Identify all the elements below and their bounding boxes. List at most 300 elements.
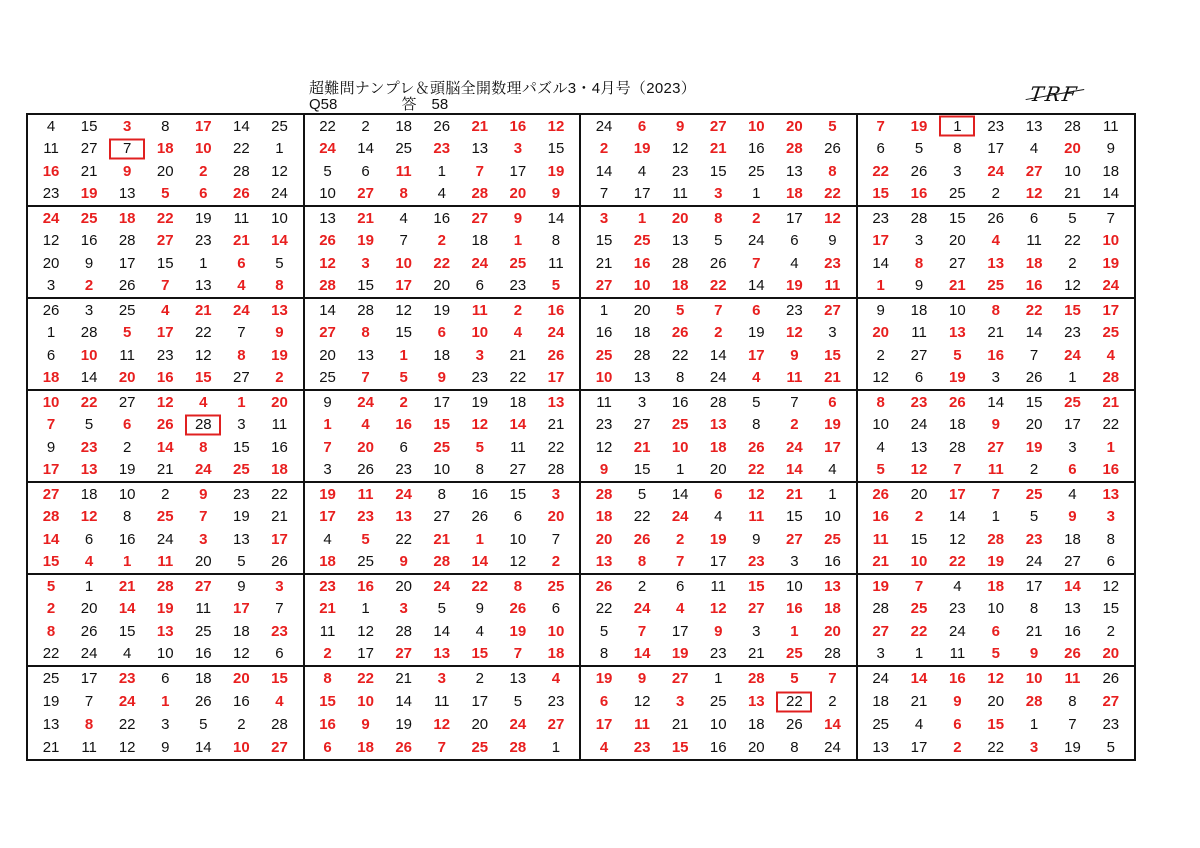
number-cell: 24 xyxy=(747,232,765,250)
number-cell: 14 xyxy=(433,622,451,640)
number-cell: 18 xyxy=(233,622,250,640)
number-cell: 15 xyxy=(357,277,374,295)
number-cell: 28 xyxy=(80,324,98,342)
number-cell: 6 xyxy=(1106,553,1115,571)
highlighted-number-cell: 21 xyxy=(194,301,212,319)
highlighted-number-cell: 4 xyxy=(84,553,94,571)
number-cell: 16 xyxy=(1064,622,1081,640)
number-cell: 2 xyxy=(1106,622,1115,640)
number-cell: 11 xyxy=(710,577,727,595)
highlighted-number-cell: 13 xyxy=(987,254,1005,272)
number-cell: 15 xyxy=(595,232,613,250)
number-cell: 28 xyxy=(824,645,841,663)
highlighted-number-cell: 20 xyxy=(509,185,527,203)
number-cell: 5 xyxy=(275,254,284,272)
number-cell: 14 xyxy=(547,209,565,227)
number-cell: 25 xyxy=(872,716,890,733)
highlighted-number-cell: 22 xyxy=(433,254,451,272)
number-cell: 2 xyxy=(876,346,885,364)
number-cell: 7 xyxy=(790,393,799,411)
highlighted-number-cell: 10 xyxy=(547,622,565,640)
grid-block xyxy=(581,299,858,391)
number-cell: 15 xyxy=(395,324,413,342)
highlighted-number-cell: 19 xyxy=(595,670,613,687)
grid-block xyxy=(858,115,1135,207)
highlighted-number-cell: 16 xyxy=(949,670,966,687)
highlighted-number-cell: 13 xyxy=(824,577,841,595)
number-cell: 26 xyxy=(118,277,136,295)
highlighted-number-cell: 28 xyxy=(1102,369,1120,387)
highlighted-number-cell: 26 xyxy=(671,324,689,342)
highlighted-number-cell: 3 xyxy=(361,254,370,272)
highlighted-number-cell: 15 xyxy=(747,577,765,595)
highlighted-number-cell: 24 xyxy=(509,716,527,733)
number-cell: 4 xyxy=(123,645,132,663)
number-cell: 23 xyxy=(595,416,613,434)
number-cell: 10 xyxy=(271,209,288,227)
highlighted-number-cell: 2 xyxy=(953,739,962,756)
number-cell: 27 xyxy=(509,461,527,479)
highlighted-number-cell: 23 xyxy=(271,622,288,640)
highlighted-number-cell: 22 xyxy=(747,461,765,479)
number-cell: 24 xyxy=(1025,553,1043,571)
highlighted-number-cell: 17 xyxy=(747,346,765,364)
highlighted-number-cell: 4 xyxy=(991,232,1000,250)
number-cell: 12 xyxy=(395,301,413,319)
number-cell: 15 xyxy=(786,508,803,526)
highlighted-number-cell: 5 xyxy=(46,577,56,595)
number-cell: 5 xyxy=(513,693,523,710)
highlighted-number-cell: 11 xyxy=(987,461,1004,479)
number-cell: 6 xyxy=(475,277,484,295)
number-cell: 11 xyxy=(43,140,59,158)
highlighted-number-cell: 6 xyxy=(714,485,723,503)
number-cell: 20 xyxy=(433,277,451,295)
number-cell: 23 xyxy=(395,461,413,479)
number-cell: 18 xyxy=(433,346,451,364)
number-cell: 21 xyxy=(271,508,288,526)
highlighted-number-cell: 4 xyxy=(199,393,208,411)
highlighted-number-cell: 22 xyxy=(949,553,966,571)
number-cell: 23 xyxy=(156,346,174,364)
number-cell: 15 xyxy=(910,530,928,548)
highlighted-number-cell: 26 xyxy=(395,739,413,756)
highlighted-number-cell: 19 xyxy=(547,162,565,180)
highlighted-number-cell: 10 xyxy=(1025,670,1043,687)
number-cell: 28 xyxy=(910,209,928,227)
number-cell: 11 xyxy=(672,185,688,203)
number-cell: 19 xyxy=(42,693,60,710)
highlighted-number-cell: 7 xyxy=(361,369,370,387)
highlighted-number-cell: 10 xyxy=(80,346,98,364)
number-cell: 2 xyxy=(123,438,132,456)
number-cell: 17 xyxy=(118,254,136,272)
number-cell: 18 xyxy=(1102,162,1120,180)
answer-label: 答 58 xyxy=(401,96,449,113)
number-cell: 1 xyxy=(275,140,284,158)
number-cell: 3 xyxy=(161,716,170,733)
grid-block xyxy=(305,299,582,391)
number-cell: 13 xyxy=(1025,117,1043,135)
number-cell: 3 xyxy=(752,622,761,640)
number-cell: 11 xyxy=(319,622,336,640)
highlighted-number-cell: 20 xyxy=(671,209,689,227)
number-cell: 16 xyxy=(433,209,451,227)
highlighted-number-cell: 24 xyxy=(357,393,374,411)
number-cell: 18 xyxy=(395,117,413,135)
number-cell: 4 xyxy=(876,438,885,456)
highlighted-number-cell: 20 xyxy=(824,622,841,640)
highlighted-number-cell: 8 xyxy=(275,277,284,295)
number-cell: 1 xyxy=(1068,369,1077,387)
puzzle-title: 超難問ナンプレ＆頭脳全開数理パズル3・4月号（2023） xyxy=(309,80,697,97)
highlighted-number-cell: 7 xyxy=(513,645,523,663)
number-cell: 10 xyxy=(824,508,841,526)
highlighted-number-cell: 3 xyxy=(1029,739,1039,756)
number-cell: 26 xyxy=(194,693,212,710)
number-cell: 20 xyxy=(633,301,651,319)
number-cell: 12 xyxy=(633,693,651,710)
number-cell: 8 xyxy=(599,645,609,663)
number-cell: 1 xyxy=(199,254,208,272)
number-cell: 10 xyxy=(949,301,966,319)
highlighted-number-cell: 3 xyxy=(714,185,723,203)
highlighted-number-cell: 5 xyxy=(953,346,962,364)
highlighted-number-cell: 24 xyxy=(319,140,336,158)
number-cell: 26 xyxy=(786,716,803,733)
number-cell: 1 xyxy=(752,185,761,203)
highlighted-number-cell: 17 xyxy=(949,485,966,503)
highlighted-number-cell: 5 xyxy=(876,461,885,479)
number-cell: 9 xyxy=(161,739,170,756)
highlighted-number-cell: 11 xyxy=(395,162,412,180)
highlighted-number-cell: 5 xyxy=(991,645,1000,663)
number-cell: 2 xyxy=(991,185,1000,203)
number-cell: 23 xyxy=(709,645,727,663)
highlighted-number-cell: 8 xyxy=(876,393,885,411)
highlighted-number-cell: 26 xyxy=(509,600,527,618)
number-cell: 20 xyxy=(395,577,413,595)
number-cell: 22 xyxy=(547,438,565,456)
highlighted-number-cell: 17 xyxy=(233,600,250,618)
number-cell: 16 xyxy=(194,645,212,663)
highlighted-number-cell: 27 xyxy=(357,185,374,203)
highlighted-number-cell: 7 xyxy=(914,577,924,595)
highlighted-number-cell: 7 xyxy=(676,553,685,571)
highlighted-number-cell: 22 xyxy=(156,209,174,227)
highlighted-number-cell: 6 xyxy=(953,716,962,733)
highlighted-number-cell: 27 xyxy=(987,438,1005,456)
highlighted-number-cell: 21 xyxy=(709,140,727,158)
number-cell: 4 xyxy=(1029,140,1039,158)
highlighted-number-cell: 9 xyxy=(637,670,647,687)
number-cell: 17 xyxy=(471,693,489,710)
number-cell: 14 xyxy=(80,369,98,387)
highlighted-number-cell: 2 xyxy=(914,508,924,526)
number-cell: 22 xyxy=(1064,232,1081,250)
highlighted-number-cell: 3 xyxy=(1106,508,1115,526)
number-cell: 22 xyxy=(595,600,613,618)
highlighted-number-cell: 11 xyxy=(157,553,174,571)
number-cell: 26 xyxy=(433,117,451,135)
number-cell: 15 xyxy=(156,254,174,272)
number-cell: 15 xyxy=(233,438,250,456)
highlighted-number-cell: 25 xyxy=(509,254,527,272)
highlighted-number-cell: 10 xyxy=(671,438,689,456)
highlighted-number-cell: 6 xyxy=(323,739,332,756)
grid-block xyxy=(28,299,305,391)
number-cell: 20 xyxy=(709,461,727,479)
number-cell: 1 xyxy=(46,324,56,342)
highlighted-number-cell: 15 xyxy=(433,416,451,434)
grid-block xyxy=(581,207,858,299)
highlighted-number-cell: 27 xyxy=(1025,162,1043,180)
number-cell: 10 xyxy=(872,416,890,434)
number-cell: 17 xyxy=(786,209,803,227)
highlighted-number-cell: 23 xyxy=(633,739,651,756)
number-cell: 4 xyxy=(1068,485,1077,503)
number-cell: 9 xyxy=(46,438,56,456)
highlighted-number-cell: 4 xyxy=(676,600,685,618)
highlighted-number-cell: 13 xyxy=(80,461,98,479)
highlighted-number-cell: 24 xyxy=(1064,346,1081,364)
highlighted-number-cell: 25 xyxy=(910,600,928,618)
highlighted-number-cell: 26 xyxy=(156,416,174,434)
highlighted-number-cell: 3 xyxy=(676,693,685,710)
highlighted-number-cell: 8 xyxy=(714,209,723,227)
highlighted-number-cell: 8 xyxy=(361,324,370,342)
highlighted-number-cell: 15 xyxy=(271,670,288,687)
highlighted-number-cell: 9 xyxy=(599,461,609,479)
highlighted-number-cell: 13 xyxy=(1102,485,1120,503)
number-cell: 10 xyxy=(509,530,527,548)
number-cell: 15 xyxy=(1025,393,1043,411)
highlighted-number-cell: 1 xyxy=(237,393,246,411)
number-cell: 28 xyxy=(709,393,727,411)
number-cell: 4 xyxy=(637,162,647,180)
highlighted-number-cell: 27 xyxy=(709,117,727,135)
highlighted-number-cell: 28 xyxy=(42,508,60,526)
highlighted-number-cell: 14 xyxy=(509,416,527,434)
number-cell: 20 xyxy=(910,485,928,503)
highlighted-number-cell: 9 xyxy=(991,416,1000,434)
number-cell: 23 xyxy=(1064,324,1081,342)
highlighted-number-cell: 7 xyxy=(714,301,723,319)
number-cell: 21 xyxy=(1064,185,1081,203)
number-cell: 24 xyxy=(709,369,727,387)
highlighted-number-cell: 9 xyxy=(953,693,962,710)
highlighted-number-cell: 20 xyxy=(118,369,136,387)
highlighted-number-cell: 25 xyxy=(1102,324,1120,342)
number-cell: 27 xyxy=(80,140,98,158)
number-cell: 24 xyxy=(824,739,841,756)
number-cell: 5 xyxy=(1106,739,1115,756)
number-cell: 10 xyxy=(709,716,727,733)
number-cell: 3 xyxy=(84,301,94,319)
highlighted-number-cell: 19 xyxy=(671,645,689,663)
number-cell: 10 xyxy=(319,185,336,203)
highlighted-number-cell: 26 xyxy=(233,185,250,203)
number-cell: 6 xyxy=(914,369,924,387)
highlighted-number-cell: 16 xyxy=(509,117,527,135)
highlighted-number-cell: 4 xyxy=(1106,346,1115,364)
highlighted-number-cell: 24 xyxy=(42,209,60,227)
highlighted-number-cell: 24 xyxy=(547,324,565,342)
number-cell: 8 xyxy=(1029,600,1039,618)
number-cell: 11 xyxy=(271,416,288,434)
highlighted-number-cell: 24 xyxy=(233,301,250,319)
highlighted-number-cell: 27 xyxy=(471,209,489,227)
number-cell: 17 xyxy=(633,185,651,203)
highlighted-number-cell: 22 xyxy=(80,393,98,411)
highlighted-number-cell: 20 xyxy=(357,438,374,456)
highlighted-number-cell: 3 xyxy=(399,600,408,618)
number-cell: 17 xyxy=(433,393,451,411)
highlighted-number-cell: 14 xyxy=(271,232,288,250)
highlighted-number-cell: 15 xyxy=(319,693,336,710)
number-cell: 22 xyxy=(633,508,651,526)
highlighted-number-cell: 6 xyxy=(123,416,132,434)
number-cell: 21 xyxy=(156,461,174,479)
number-cell: 5 xyxy=(714,232,723,250)
number-cell: 11 xyxy=(596,393,612,411)
highlighted-number-cell: 16 xyxy=(987,346,1005,364)
number-cell: 17 xyxy=(1064,416,1081,434)
highlighted-number-cell: 27 xyxy=(595,277,613,295)
highlighted-number-cell: 19 xyxy=(872,577,890,595)
highlighted-number-cell: 22 xyxy=(471,577,489,595)
number-cell: 12 xyxy=(671,140,689,158)
highlighted-number-cell: 20 xyxy=(233,670,250,687)
number-cell: 12 xyxy=(1064,277,1081,295)
highlighted-number-cell: 25 xyxy=(595,346,613,364)
number-cell: 6 xyxy=(399,438,408,456)
highlighted-number-cell: 27 xyxy=(872,622,890,640)
number-cell: 28 xyxy=(118,232,136,250)
number-cell: 23 xyxy=(987,117,1005,135)
number-cell: 19 xyxy=(194,209,212,227)
highlighted-number-cell: 9 xyxy=(199,485,208,503)
grid-block xyxy=(581,667,858,759)
highlighted-number-cell: 13 xyxy=(156,622,174,640)
highlighted-number-cell: 12 xyxy=(786,324,803,342)
number-cell: 18 xyxy=(1064,530,1081,548)
number-cell: 17 xyxy=(357,645,374,663)
highlighted-number-cell: 20 xyxy=(595,530,613,548)
number-cell: 6 xyxy=(1029,209,1039,227)
grid-block xyxy=(581,575,858,667)
number-cell: 25 xyxy=(395,140,413,158)
highlighted-number-cell: 2 xyxy=(399,393,408,411)
highlighted-number-cell: 7 xyxy=(161,277,170,295)
highlighted-number-cell: 12 xyxy=(747,485,765,503)
number-cell: 23 xyxy=(471,369,489,387)
number-cell: 6 xyxy=(361,162,370,180)
highlighted-number-cell: 2 xyxy=(714,324,723,342)
highlighted-number-cell: 23 xyxy=(1025,530,1043,548)
highlighted-number-cell: 16 xyxy=(395,416,413,434)
number-cell: 12 xyxy=(42,232,60,250)
highlighted-number-cell: 28 xyxy=(786,140,803,158)
highlighted-number-cell: 14 xyxy=(633,645,651,663)
number-cell: 3 xyxy=(323,461,332,479)
highlighted-number-cell: 20 xyxy=(547,508,565,526)
highlighted-number-cell: 2 xyxy=(752,209,761,227)
number-cell: 8 xyxy=(1068,693,1077,710)
number-cell: 24 xyxy=(156,530,174,548)
highlighted-number-cell: 28 xyxy=(156,577,174,595)
highlighted-number-cell: 15 xyxy=(671,739,689,756)
number-cell: 17 xyxy=(987,140,1005,158)
highlighted-number-cell: 8 xyxy=(46,622,56,640)
number-cell: 20 xyxy=(80,600,98,618)
highlighted-number-cell: 24 xyxy=(433,577,451,595)
highlighted-number-cell: 27 xyxy=(671,670,689,687)
highlighted-number-cell: 25 xyxy=(786,645,803,663)
grid-block xyxy=(581,115,858,207)
highlighted-number-cell: 10 xyxy=(1102,232,1120,250)
highlighted-number-cell: 9 xyxy=(714,622,723,640)
highlighted-number-cell: 21 xyxy=(949,277,966,295)
highlighted-number-cell: 8 xyxy=(991,301,1000,319)
highlighted-number-cell: 3 xyxy=(199,530,208,548)
number-cell: 7 xyxy=(275,600,284,618)
number-cell: 18 xyxy=(747,716,765,733)
highlighted-number-cell: 18 xyxy=(786,185,803,203)
number-cell: 14 xyxy=(194,739,212,756)
number-cell: 22 xyxy=(1102,416,1120,434)
number-cell: 4 xyxy=(828,461,837,479)
highlighted-number-cell: 5 xyxy=(161,185,170,203)
number-cell: 25 xyxy=(271,117,288,135)
highlighted-number-cell: 12 xyxy=(433,716,451,733)
highlighted-number-cell: 14 xyxy=(910,670,928,687)
number-cell: 11 xyxy=(433,693,450,710)
number-cell: 5 xyxy=(914,140,924,158)
number-cell: 8 xyxy=(1106,530,1115,548)
number-cell: 19 xyxy=(1064,739,1081,756)
highlighted-number-cell: 7 xyxy=(323,438,332,456)
number-cell: 17 xyxy=(671,622,689,640)
highlighted-number-cell: 4 xyxy=(513,324,523,342)
number-cell: 9 xyxy=(876,301,885,319)
number-cell: 20 xyxy=(949,232,966,250)
number-cell: 13 xyxy=(319,209,336,227)
highlighted-number-cell: 17 xyxy=(319,508,336,526)
number-cell: 25 xyxy=(357,553,374,571)
highlighted-number-cell: 2 xyxy=(323,645,332,663)
number-cell: 14 xyxy=(357,140,374,158)
highlighted-number-cell: 19 xyxy=(1102,254,1120,272)
number-cell: 21 xyxy=(747,645,765,663)
number-cell: 19 xyxy=(747,324,765,342)
highlighted-number-cell: 10 xyxy=(357,693,374,710)
highlighted-number-cell: 22 xyxy=(709,277,727,295)
highlighted-number-cell: 12 xyxy=(471,416,489,434)
number-cell: 12 xyxy=(118,739,136,756)
highlighted-number-cell: 19 xyxy=(786,277,803,295)
number-cell: 11 xyxy=(1103,117,1119,135)
highlighted-number-cell: 24 xyxy=(987,162,1005,180)
number-cell: 1 xyxy=(361,600,370,618)
highlighted-number-cell: 28 xyxy=(1025,693,1043,710)
grid-block xyxy=(858,299,1135,391)
number-cell: 8 xyxy=(161,117,170,135)
number-cell: 6 xyxy=(676,577,685,595)
highlighted-number-cell: 28 xyxy=(471,185,489,203)
number-cell: 7 xyxy=(237,324,246,342)
highlighted-number-cell: 24 xyxy=(118,693,136,710)
